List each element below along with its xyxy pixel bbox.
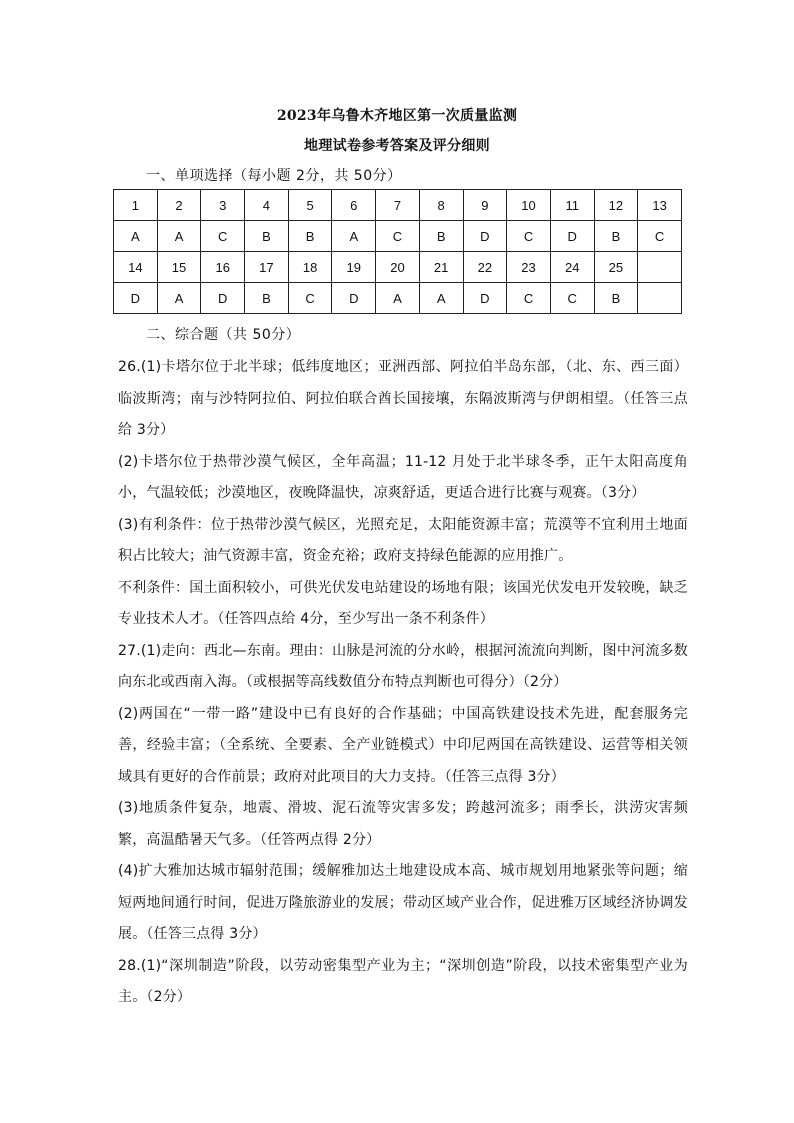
question-number-row [114,190,682,221]
answer-paragraph: 26.(1)卡塔尔位于北半球；低纬度地区；亚洲西部、阿拉伯半岛东部，（北、东、西三面）临波斯湾；南与沙特阿拉伯、阿拉伯联合酋长国接壤，东隔波斯湾与伊朗相望。（任答三点给 3分） [118,359,688,438]
table-cell: A [114,221,158,252]
table-cell: 23 [507,252,551,283]
table-cell: C [376,221,420,252]
table-cell: B [419,221,463,252]
answer-paragraph: (3)地质条件复杂，地震、滑坡、泥石流等灾害多发；跨越河流多；雨季长，洪涝灾害频繁，高温酷暑天气多。（任答两点得 2分） [118,800,688,848]
table-cell: 2 [157,190,201,221]
table-cell: 13 [638,190,682,221]
table-cell [638,283,682,314]
section-heading-multiple-choice: 一、单项选择（每小题 2分，共 50分） [146,168,402,184]
table-cell: C [550,283,594,314]
answer-paragraph: (3)有利条件：位于热带沙漠气候区，光照充足，太阳能资源丰富；荒漠等不宜利用土地面积占比较大；油气资源丰富，资金充裕；政府支持绿色能源的应用推广。 [118,516,688,564]
table-cell: 8 [419,190,463,221]
answer-row [114,221,682,252]
table-cell: 3 [201,190,245,221]
answer-paragraph: (2)两国在“一带一路”建设中已有良好的合作基础；中国高铁建设技术先进，配套服务完善，经验丰富；（全系统、全要素、全产业链模式）中印尼两国在高铁建设、运营等相关领域具有更好的合作前景；政府对此项目的大力支持。（任答三点得 3分） [118,705,688,785]
document-title: 2023年乌鲁木齐地区第一次质量监测 [276,108,518,124]
answer-paragraph: 28.(1)“深圳制造”阶段，以劳动密集型产业为主；“深圳创造”阶段，以技术密集型产业为主。（2分） [118,957,688,1005]
answer-paragraph: (4)扩大雅加达城市辐射范围；缓解雅加达土地建设成本高、城市规划用地紧张等问题；缩短两地间通行时间，促进万隆旅游业的发展；带动区域产业合作，促进雅万区域经济协调发展。（任答三点得 3分） [118,863,688,942]
table-cell: C [507,221,551,252]
table-cell: 25 [594,252,638,283]
table-cell: A [157,221,201,252]
answer-table [113,189,682,314]
table-cell: C [507,283,551,314]
table-cell: 6 [332,190,376,221]
table-cell: 1 [114,190,158,221]
table-cell: C [201,221,245,252]
table-cell: A [376,283,420,314]
table-cell: B [288,221,332,252]
section-heading-comprehensive: 二、综合题（共 50分） [146,327,301,343]
table-cell: 12 [594,190,638,221]
table-cell: C [638,221,682,252]
answer-paragraph: (2)卡塔尔位于热带沙漠气候区，全年高温；11-12 月处于北半球冬季，正午太阳高度角小，气温较低；沙漠地区，夜晚降温快，凉爽舒适，更适合进行比赛与观赛。（3分） [118,453,688,501]
table-cell: 19 [332,252,376,283]
table-cell: B [245,283,289,314]
table-cell: 20 [376,252,420,283]
table-cell: D [114,283,158,314]
document-subtitle: 地理试卷参考答案及评分细则 [304,138,490,154]
table-cell: A [157,283,201,314]
table-cell: 16 [201,252,245,283]
table-cell: 9 [463,190,507,221]
table-cell: C [288,283,332,314]
table-cell: 22 [463,252,507,283]
table-cell: 18 [288,252,332,283]
table-cell: 15 [157,252,201,283]
table-cell [638,252,682,283]
table-cell: 11 [550,190,594,221]
answer-row [114,283,682,314]
table-cell: 10 [507,190,551,221]
question-number-row [114,252,682,283]
table-cell: B [245,221,289,252]
table-cell: D [463,221,507,252]
table-cell: B [594,283,638,314]
table-cell: D [463,283,507,314]
table-cell: A [419,283,463,314]
table-cell: 4 [245,190,289,221]
table-cell: D [201,283,245,314]
table-cell: 24 [550,252,594,283]
table-cell: B [594,221,638,252]
table-cell: 17 [245,252,289,283]
table-cell: 21 [419,252,463,283]
answer-text-body [118,352,688,1014]
table-cell: 7 [376,190,420,221]
table-cell: D [550,221,594,252]
table-cell: 5 [288,190,332,221]
answer-paragraph: 27.(1)走向：西北—东南。理由：山脉是河流的分水岭，根据河流流向判断，图中河流多数向东北或西南入海。（或根据等高线数值分布特点判断也可得分）（2分） [118,642,688,690]
table-cell: 14 [114,252,158,283]
answer-paragraph: 不利条件：国土面积较小，可供光伏发电站建设的场地有限；该国光伏发电开发较晚，缺乏专业技术人才。（任答四点给 4分，至少写出一条不利条件） [118,579,688,627]
table-cell: D [332,283,376,314]
table-cell: A [332,221,376,252]
